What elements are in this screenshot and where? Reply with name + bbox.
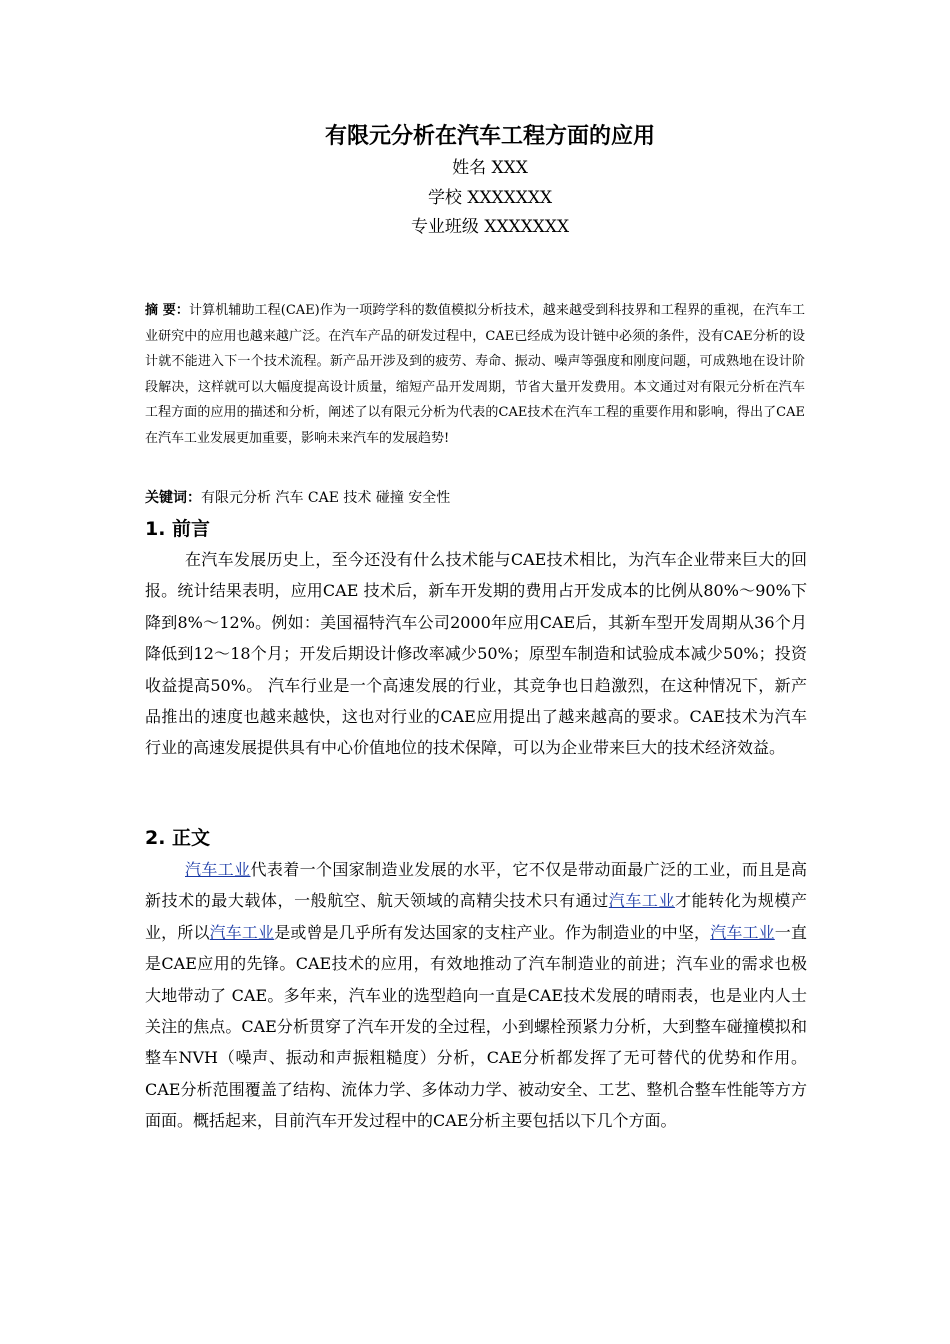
abstract-text: 计算机辅助工程(CAE)作为一项跨学科的数值模拟分析技术，越来越受到科技界和工程界的重视，在汽车工业研究中的应用也越来越广泛。在汽车产品的研发过程中，CAE已经成为设计链中必须的条件，没有CAE分析的设计就不能进入下一个技术流程。新产品开涉及到的疲劳、寿命、振动、噪声等强度和刚度问题，可成熟地在设计阶段解决，这样就可以大幅度提高设计质量，缩短产品开发周期，节省大量开发费用。本文通过对有限元分析在汽车工程方面的应用的描述和分析，阐述了以有限元分析为代表的CAE技术在汽车工程的重要作用和影响，得出了CAE在汽车工业发展更加重要，影响未来汽车的发展趋势! — [145, 303, 805, 446]
introduction-paragraph: 在汽车发展历史上，至今还没有什么技术能与CAE技术相比，为汽车企业带来巨大的回报。统计结果表明，应用CAE 技术后，新车开发期的费用占开发成本的比例从80%～90%下降到8%～12%。例如：美国福特汽车公司2000年应用CAE后，其新车型开发周期从36个月降低到12～18个月；开发后期设计修改率减少50%；原型车制造和试验成本减少50%；投资收益提高50%。 汽车行业是一个高速发展的行业，其竞争也日趋激烈，在这种情况下，新产品推出的速度也越来越快，这也对行业的CAE应用提出了越来越高的要求。CAE技术为汽车行业的高速发展提供具有中心价值地位的技术保障，可以为企业带来巨大的技术经济效益。 — [145, 550, 807, 758]
automotive-industry-link[interactable]: 汽车工业 — [209, 922, 275, 942]
school-line: 学校 XXXXXXX — [427, 188, 553, 208]
body-text-segment: 是或曾是几乎所有发达国家的支柱产业。作为制造业的中坚， — [274, 922, 711, 942]
class-line: 专业班级 XXXXXXX — [410, 217, 570, 237]
section-heading-introduction: 1. 前言 — [145, 518, 211, 540]
keywords-text: 有限元分析 汽车 CAE 技术 碰撞 安全性 — [201, 490, 451, 506]
automotive-industry-link[interactable]: 汽车工业 — [710, 922, 775, 942]
body-paragraph — [145, 854, 807, 1137]
body-text-segment: 一直是CAE应用的先锋。CAE技术的应用，有效地推动了汽车制造业的前进；汽车业的需求也极大地带动了 CAE。多年来，汽车业的选型趋向一直是CAE技术发展的晴雨表，也是业内人士关注的焦点。CAE分析贯穿了汽车开发的全过程，小到螺栓预紧力分析，大到整车碰撞模拟和整车NVH（噪声、振动和声振粗糙度）分析，CAE分析都发挥了无可替代的优势和作用。CAE分析范围覆盖了结构、流体力学、多体动力学、被动安全、工艺、整机合整车性能等方方面面。概括起来，目前汽车开发过程中的CAE分析主要包括以下几个方面。 — [145, 922, 807, 1131]
keywords-label: 关键词： — [145, 490, 201, 506]
automotive-industry-link[interactable]: 汽车工业 — [608, 891, 676, 911]
body-text-segment: 代表着一个国家制造业发展的水平，它不仅是带动面最广泛的工业，而且是高新技术的最大载体，一般航空、航天领域的高精尖技术只有通过 — [145, 860, 807, 911]
author-line: 姓名 XXX — [452, 158, 528, 178]
document-title: 有限元分析在汽车工程方面的应用 — [324, 124, 655, 149]
body-text-segment: 才能转化为规模产业，所以 — [145, 891, 807, 942]
keywords — [145, 486, 805, 510]
abstract-label: 摘 要： — [145, 303, 189, 318]
automotive-industry-link[interactable]: 汽车工业 — [185, 860, 251, 879]
abstract — [145, 298, 805, 451]
section-heading-body: 2. 正文 — [145, 827, 211, 849]
